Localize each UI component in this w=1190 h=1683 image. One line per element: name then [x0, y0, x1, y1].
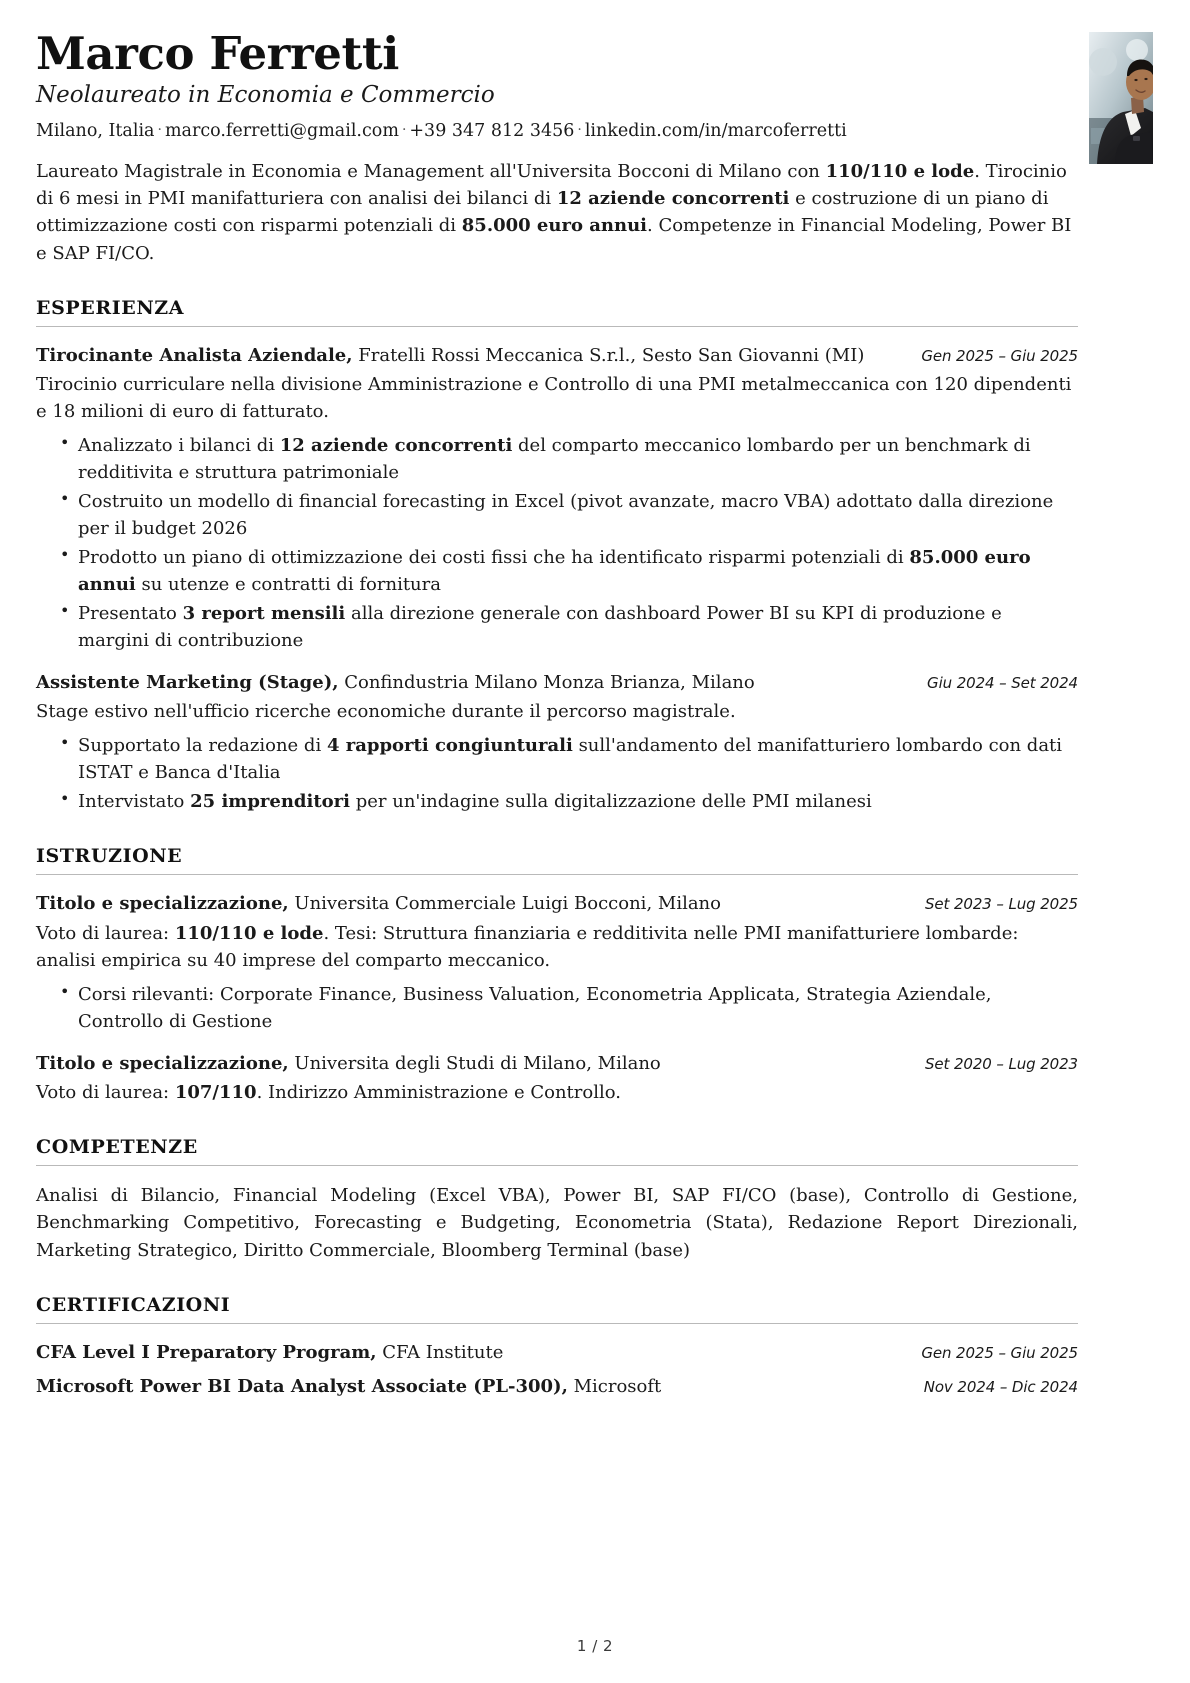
emphasis-text: 12 aziende concorrenti	[279, 435, 513, 457]
section-divider	[36, 1165, 1078, 1166]
section-title-istruzione: ISTRUZIONE	[36, 845, 183, 868]
body-text: . Indirizzo Amministrazione e Controllo.	[256, 1081, 621, 1103]
contact-item[interactable]: linkedin.com/in/marcoferretti	[584, 121, 847, 141]
emphasis-text: 3 report mensili	[182, 603, 346, 625]
body-text: . Tirocinio di 6 mesi in PMI manifatturiera con analisi dei bilanci di	[36, 160, 1067, 209]
body-text: Costruito un modello di financial forecasting in Excel (pivot avanzate, macro VBA) adottato dalla direzione per il budget 2026	[78, 491, 1054, 540]
section-divider	[36, 874, 1078, 875]
page-footer: 1 / 2	[576, 1637, 614, 1655]
list-item	[58, 981, 1078, 1035]
entry-role: Titolo e specializzazione,	[36, 1052, 289, 1074]
contact-line	[36, 120, 928, 144]
entry-description: Stage estivo nell'ufficio ricerche economiche durante il percorso magistrale.	[36, 701, 736, 723]
emphasis-text: 25 imprenditori	[190, 791, 350, 813]
entry-bullet-list	[36, 432, 1078, 654]
entry-role: Microsoft Power BI Data Analyst Associate (PL-300),	[36, 1376, 568, 1398]
body-text: Voto di laurea:	[36, 1081, 175, 1103]
emphasis-text: 4 rapporti congiunturali	[326, 735, 573, 757]
section-certificazioni	[36, 1294, 1078, 1399]
emphasis-text: 85.000 euro annui	[78, 547, 1031, 596]
emphasis-text: 110/110 e lode	[174, 922, 324, 944]
entry-date: Set 2020 – Lug 2023	[924, 1054, 1078, 1073]
certification-item	[36, 1340, 1078, 1365]
resume-sections	[36, 297, 1078, 1106]
entry-role: Assistente Marketing (Stage),	[36, 672, 339, 694]
section-title-competenze: COMPETENZE	[36, 1135, 198, 1158]
body-text: su utenze e contratti di fornitura	[135, 574, 441, 596]
entry-date: Gen 2025 – Giu 2025	[921, 347, 1078, 366]
list-item	[58, 788, 1078, 815]
certification-list	[36, 1340, 1078, 1399]
body-text: alla direzione generale con dashboard Power BI su KPI di produzione e margini di contribuzione	[78, 603, 1002, 652]
emphasis-text: 110/110 e lode	[825, 160, 975, 182]
body-text: . Competenze in Financial Modeling, Power BI e SAP FI/CO.	[36, 215, 1072, 264]
entry-bullet-list	[36, 981, 1078, 1035]
entry-date: Nov 2024 – Dic 2024	[923, 1378, 1078, 1397]
body-text: Voto di laurea:	[36, 922, 175, 944]
headline: Neolaureato in Economia e Commercio	[36, 82, 495, 109]
avatar	[1089, 32, 1153, 164]
entry-title	[36, 343, 903, 368]
list-item	[58, 432, 1078, 486]
entry-title	[36, 670, 909, 695]
page-title: Marco Ferretti	[36, 27, 399, 80]
body-text: e costruzione di un piano di ottimizzazione costi con risparmi potenziali di	[36, 187, 1049, 237]
certification-item	[36, 1374, 1078, 1399]
entry-header	[36, 891, 1078, 916]
entry-header	[36, 670, 1078, 695]
section-divider	[36, 1323, 1078, 1324]
contact-item[interactable]: Milano, Italia	[36, 121, 155, 141]
entry-role: CFA Level I Preparatory Program,	[36, 1341, 377, 1363]
entry-title	[36, 891, 907, 916]
section-divider	[36, 326, 1078, 327]
section-istruzione	[36, 845, 1078, 1105]
emphasis-text: 85.000 euro annui	[461, 215, 647, 237]
body-text: Laureato Magistrale in Economia e Management all'Universita Bocconi di Milano con	[36, 160, 826, 182]
entry-organization: Universita Commerciale Luigi Bocconi, Milano	[288, 893, 721, 915]
list-item	[58, 544, 1078, 598]
body-text: sull'andamento del manifatturiero lombardo con dati ISTAT e Banca d'Italia	[78, 735, 1063, 784]
entry-item	[36, 343, 1078, 654]
entry-header	[36, 343, 1078, 368]
section-title-certificazioni: CERTIFICAZIONI	[36, 1293, 231, 1316]
body-text: Corsi rilevanti: Corporate Finance, Business Valuation, Econometria Applicata, Strategia Aziendale, Controllo di Gestione	[78, 983, 992, 1032]
contact-item[interactable]: marco.ferretti@gmail.com	[164, 121, 399, 141]
entry-header	[36, 1374, 1078, 1399]
body-text: Supportato la redazione di	[78, 735, 327, 757]
entry-organization: CFA Institute	[376, 1341, 504, 1363]
body-text: . Tesi: Struttura finanziaria e redditivita nelle PMI manifatturiere lombarde: analisi empirica su 40 imprese del comparto meccanico.	[36, 922, 1019, 971]
emphasis-text: 107/110	[174, 1081, 257, 1103]
entry-date: Set 2023 – Lug 2025	[924, 895, 1078, 914]
section-esperienza	[36, 297, 1078, 815]
entry-organization: Fratelli Rossi Meccanica S.r.l., Sesto San Giovanni (MI)	[352, 345, 865, 367]
portrait-photo-icon	[1089, 32, 1153, 164]
entry-role: Titolo e specializzazione,	[36, 893, 289, 915]
contact-item[interactable]: +39 347 812 3456	[409, 121, 575, 141]
emphasis-text: 12 aziende concorrenti	[556, 187, 790, 209]
contact-separator: ·	[401, 122, 407, 138]
entry-title	[36, 1051, 907, 1076]
entry-organization: Confindustria Milano Monza Brianza, Milano	[338, 672, 755, 694]
entry-item	[36, 670, 1078, 815]
entry-description	[36, 1079, 1078, 1106]
summary-paragraph	[36, 158, 1078, 267]
entry-organization: Universita degli Studi di Milano, Milano	[288, 1052, 661, 1074]
resume-header	[36, 27, 1078, 144]
entry-description	[36, 920, 1078, 974]
section-competenze	[36, 1136, 1078, 1264]
entry-header	[36, 1340, 1078, 1365]
body-text: del comparto meccanico lombardo per un benchmark di redditivita e struttura patrimoniale	[78, 435, 1031, 484]
skills-list: Analisi di Bilancio, Financial Modeling (Excel VBA), Power BI, SAP FI/CO (base), Controllo di Gestione, Benchmarking Competitivo, Forecasting e Budgeting, Econometria (Stata), Redazione Report Direzionali, Marketing Strategico, Diritto Commerciale, Bloomberg Terminal (base)	[36, 1184, 1078, 1261]
entry-role: Tirocinante Analista Aziendale,	[36, 345, 353, 367]
entry-date: Giu 2024 – Set 2024	[927, 674, 1078, 693]
contact-separator: ·	[157, 122, 162, 138]
body-text: Analizzato i bilanci di	[78, 435, 280, 457]
list-item	[58, 488, 1078, 542]
entry-description: Tirocinio curriculare nella divisione Amministrazione e Controllo di una PMI metalmeccanica con 120 dipendenti e 18 milioni di euro di fatturato.	[36, 374, 1072, 423]
body-text: per un'indagine sulla digitalizzazione delle PMI milanesi	[350, 791, 872, 813]
entry-header	[36, 1051, 1078, 1076]
entry-item	[36, 1051, 1078, 1106]
list-item	[58, 732, 1078, 786]
entry-date: Gen 2025 – Giu 2025	[921, 1343, 1078, 1362]
entry-organization: Microsoft	[567, 1376, 662, 1398]
entry-title	[36, 1374, 906, 1399]
body-text: Intervistato	[78, 791, 191, 813]
contact-separator: ·	[577, 122, 582, 138]
body-text: Prodotto un piano di ottimizzazione dei costi fissi che ha identificato risparmi potenziali di	[78, 547, 910, 569]
body-text: Presentato	[78, 603, 183, 625]
entry-title	[36, 1340, 903, 1365]
section-title-esperienza: ESPERIENZA	[36, 297, 185, 320]
entry-item	[36, 891, 1078, 1034]
list-item	[58, 600, 1078, 654]
entry-bullet-list	[36, 732, 1078, 815]
